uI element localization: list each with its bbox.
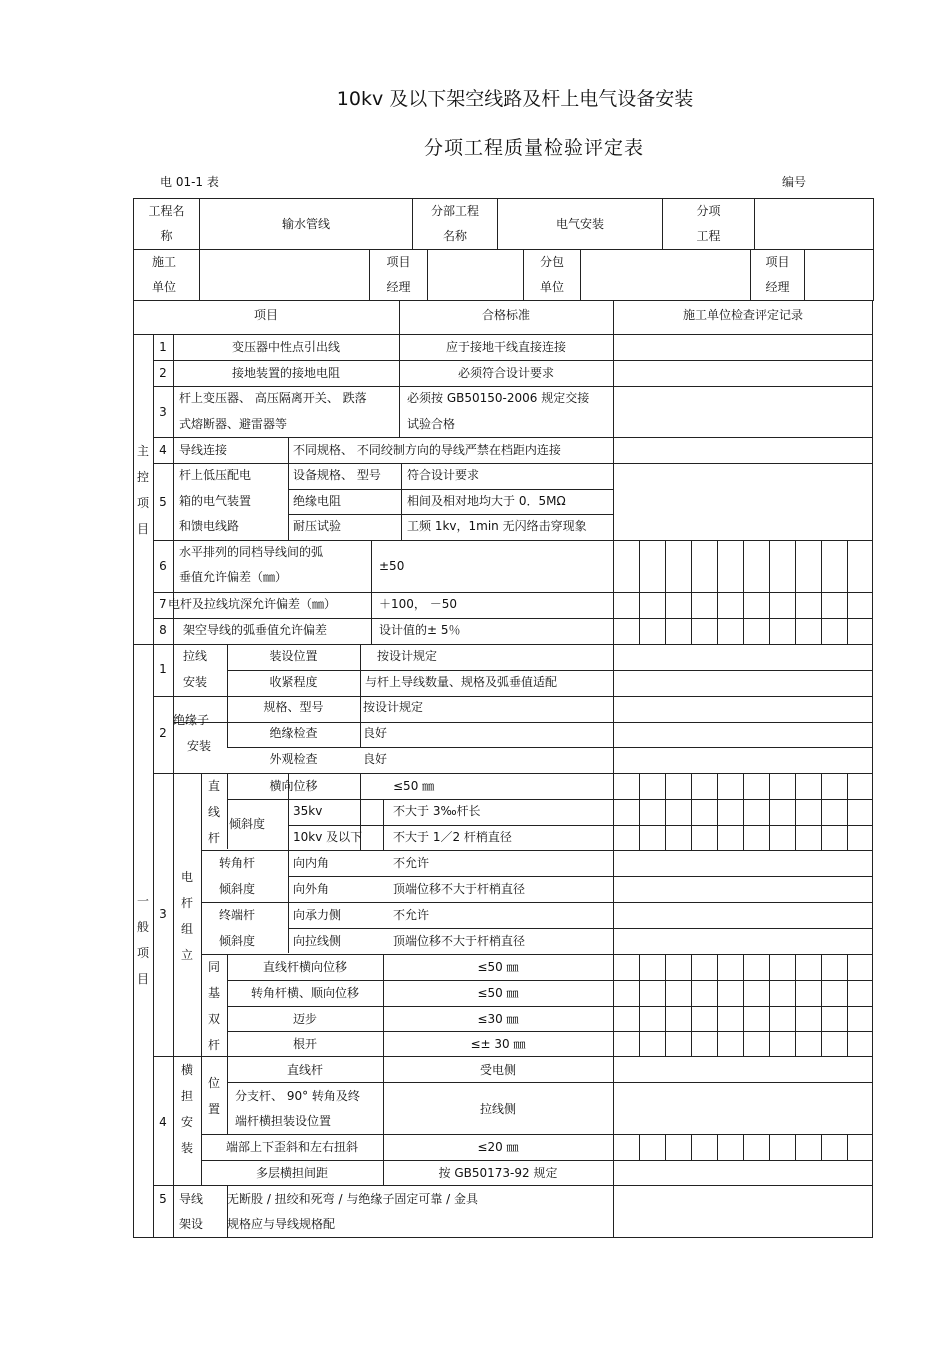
g4-p1-std: 受电侧 xyxy=(479,1063,516,1077)
g2-sub2: 绝缘检查 xyxy=(269,726,318,740)
g3-v35: 35kv xyxy=(293,804,323,818)
g3-inward-std: 不允许 xyxy=(393,856,430,870)
mc-r3-std-b: 试验合格 xyxy=(407,417,456,431)
g3-d2-std: ≤50 ㎜ xyxy=(477,986,519,1000)
g3-corner-a: 转角杆 xyxy=(219,856,256,870)
form-number-label: 编号 xyxy=(782,175,807,189)
project-manager2-value xyxy=(805,250,874,301)
g3-stay-std: 顶端位移不大于杆梢直径 xyxy=(393,934,526,948)
g4-pos-text: 位置 xyxy=(208,1076,221,1116)
g3-double xyxy=(204,954,224,1058)
mc-r7-std: ＋100， －50 xyxy=(379,597,457,611)
mc-r4-item: 导线连接 xyxy=(179,443,228,457)
g4-p2-std: 拉线侧 xyxy=(479,1102,516,1116)
mc-r4-std: 不同规格、 不同绞制方向的导线严禁在档距内连接 xyxy=(293,443,561,457)
mc-r5-item-b: 箱的电气装置 xyxy=(179,494,252,508)
subcontract-unit-label: 分包单位 xyxy=(524,250,581,301)
g3-tilt: 倾斜度 xyxy=(229,817,266,831)
mc-r5-sub1: 设备规格、 型号 xyxy=(293,468,381,482)
project-manager-value xyxy=(428,250,524,301)
mc-r5-std3: 工频 1kv，1min 无闪络击穿现象 xyxy=(407,519,587,533)
main-control-label-text: 主控项目 xyxy=(137,444,150,536)
page-title: 10kv 及以下架空线路及杆上电气设备安装 xyxy=(336,88,694,110)
g3-end-b: 倾斜度 xyxy=(219,934,256,948)
g3-d3-std: ≤30 ㎜ xyxy=(477,1012,519,1026)
mc-r2-std: 必须符合设计要求 xyxy=(457,366,554,380)
sub-project-value: 电气安装 xyxy=(498,199,663,250)
g3-lateral-std: ≤50 ㎜ xyxy=(393,779,435,793)
mc-r7-no: 7 xyxy=(159,597,167,611)
col-item-header: 项目 xyxy=(253,308,278,322)
general-label-text: 一般项目 xyxy=(137,894,150,986)
project-manager2-label: 项目经理 xyxy=(751,250,805,301)
g1-std1: 按设计规定 xyxy=(377,649,438,663)
mc-r6-item-b: 垂值允许偏差（㎜） xyxy=(179,570,288,584)
g3-name-text: 电杆组立 xyxy=(181,870,194,962)
g3-d4: 根开 xyxy=(292,1037,317,1051)
mc-r8-item: 架空导线的弧垂值允许偏差 xyxy=(183,623,328,637)
mc-r8-std: 设计值的± 5％ xyxy=(379,623,461,637)
g4-name-text: 横担安装 xyxy=(181,1063,194,1155)
mc-r6-item-a: 水平排列的同档导线间的弧 xyxy=(179,545,324,559)
g2-no: 2 xyxy=(159,726,167,740)
mc-r1-no: 1 xyxy=(159,340,167,354)
g2-std2: 良好 xyxy=(363,726,388,740)
g5-name-a: 导线 xyxy=(179,1192,204,1206)
mc-r5-sub2: 绝缘电阻 xyxy=(293,494,342,508)
header-table-row1 xyxy=(133,198,874,250)
mc-r5-std2: 相间及相对地均大于 0．5MΩ xyxy=(407,494,566,508)
general-label xyxy=(133,888,153,992)
g3-d1: 直线杆横向位移 xyxy=(262,960,347,974)
g4-no: 4 xyxy=(159,1115,167,1129)
g1-sub1: 装设位置 xyxy=(269,649,318,663)
g3-v10-std: 不大于 1／2 杆梢直径 xyxy=(393,830,512,844)
subcontract-unit-value xyxy=(581,250,751,301)
mc-r3-no: 3 xyxy=(159,405,167,419)
g3-tension-std: 不允许 xyxy=(393,908,430,922)
col-record-header: 施工单位检查评定记录 xyxy=(682,308,803,322)
mc-r3-item-a: 杆上变压器、 高压隔离开关、 跌落 xyxy=(179,391,367,405)
g3-straight xyxy=(204,773,224,851)
g2-name-a: 绝缘子 xyxy=(173,713,210,727)
g4-tilt-std: ≤20 ㎜ xyxy=(477,1140,519,1154)
g3-v10: 10kv 及以下 xyxy=(293,830,363,844)
mc-r5-no: 5 xyxy=(159,495,167,509)
g3-d2: 转角杆横、顺向位移 xyxy=(250,986,359,1000)
g1-name-a: 拉线 xyxy=(183,649,208,663)
g2-sub3: 外观检查 xyxy=(269,752,318,766)
mc-r5-item-a: 杆上低压配电 xyxy=(179,468,252,482)
g3-outward-std: 顶端位移不大于杆梢直径 xyxy=(393,882,526,896)
mc-r6-std: ±50 xyxy=(379,559,405,573)
g1-std2: 与杆上导线数量、规格及弧垂值适配 xyxy=(365,675,558,689)
g5-name-b: 架设 xyxy=(179,1217,204,1231)
inspection-grid xyxy=(133,300,875,1240)
g4-p2-b: 端杆横担装设位置 xyxy=(235,1114,332,1128)
g3-straight-text: 直线杆 xyxy=(208,779,221,845)
g3-name xyxy=(177,864,197,968)
g3-d4-std: ≤± 30 ㎜ xyxy=(470,1037,526,1051)
mc-r5-std1: 符合设计要求 xyxy=(407,468,480,482)
g4-pos xyxy=(204,1070,224,1122)
mc-r2-item: 接地装置的接地电阻 xyxy=(231,366,340,380)
g3-d3: 迈步 xyxy=(292,1012,317,1026)
construction-unit-value xyxy=(200,250,370,301)
g2-sub1: 规格、型号 xyxy=(263,700,324,714)
g1-name-b: 安装 xyxy=(183,675,208,689)
page-subtitle: 分项工程质量检验评定表 xyxy=(424,137,645,159)
g2-std1: 按设计规定 xyxy=(363,700,424,714)
project-manager-label: 项目经理 xyxy=(370,250,428,301)
g1-no: 1 xyxy=(159,662,167,676)
project-name-value: 输水管线 xyxy=(200,199,413,250)
g3-no: 3 xyxy=(159,907,167,921)
mc-r4-no: 4 xyxy=(159,443,167,457)
g3-stay: 向拉线侧 xyxy=(293,934,342,948)
g3-corner-b: 倾斜度 xyxy=(219,882,256,896)
g3-d1-std: ≤50 ㎜ xyxy=(477,960,519,974)
g4-name xyxy=(177,1057,197,1161)
mc-r7-item: 电杆及拉线坑深允许偏差（㎜） xyxy=(168,597,337,611)
g3-tension: 向承力侧 xyxy=(293,908,342,922)
mc-r6-no: 6 xyxy=(159,559,167,573)
item-project-label: 分项工程 xyxy=(663,199,755,250)
item-project-value xyxy=(755,199,874,250)
g4-spacing-std: 按 GB50173-92 规定 xyxy=(438,1166,558,1180)
g2-std3: 良好 xyxy=(363,752,388,766)
mc-r5-item-c: 和馈电线路 xyxy=(179,519,240,533)
col-standard-header: 合格标准 xyxy=(481,308,530,322)
mc-r5-sub3: 耐压试验 xyxy=(293,519,342,533)
g5-no: 5 xyxy=(159,1192,167,1206)
mc-r2-no: 2 xyxy=(159,366,167,380)
g4-p1: 直线杆 xyxy=(286,1063,323,1077)
mc-r8-no: 8 xyxy=(159,623,167,637)
project-name-label: 工程名称 xyxy=(134,199,200,250)
form-id: 电 01-1 表 xyxy=(160,175,219,189)
mc-r3-item-b: 式熔断器、避雷器等 xyxy=(179,417,288,431)
g4-spacing: 多层横担间距 xyxy=(255,1166,328,1180)
sub-project-label: 分部工程名称 xyxy=(413,199,498,250)
g3-lateral: 横向位移 xyxy=(269,779,318,793)
g4-tilt: 端部上下歪斜和左右扭斜 xyxy=(225,1140,358,1154)
g3-double-text: 同基双杆 xyxy=(208,960,221,1052)
g3-outward: 向外角 xyxy=(293,882,330,896)
g5-std-b: 规格应与导线规格配 xyxy=(227,1217,336,1231)
construction-unit-label: 施工单位 xyxy=(134,250,200,301)
header-table-row2 xyxy=(133,249,874,301)
g4-p2-a: 分支杆、 90° 转角及终 xyxy=(235,1089,360,1103)
g5-std-a: 无断股 / 扭绞和死弯 / 与绝缘子固定可靠 / 金具 xyxy=(227,1192,479,1206)
mc-r1-std: 应于接地干线直接连接 xyxy=(445,340,566,354)
g3-v35-std: 不大于 3‰杆长 xyxy=(393,804,481,818)
g3-end-a: 终端杆 xyxy=(219,908,256,922)
g1-sub2: 收紧程度 xyxy=(269,675,318,689)
mc-r1-item: 变压器中性点引出线 xyxy=(231,340,340,354)
mc-r3-std-a: 必须按 GB50150-2006 规定交接 xyxy=(407,391,590,405)
main-control-label xyxy=(133,438,153,542)
g2-name-b: 安装 xyxy=(187,739,212,753)
g3-inward: 向内角 xyxy=(293,856,330,870)
